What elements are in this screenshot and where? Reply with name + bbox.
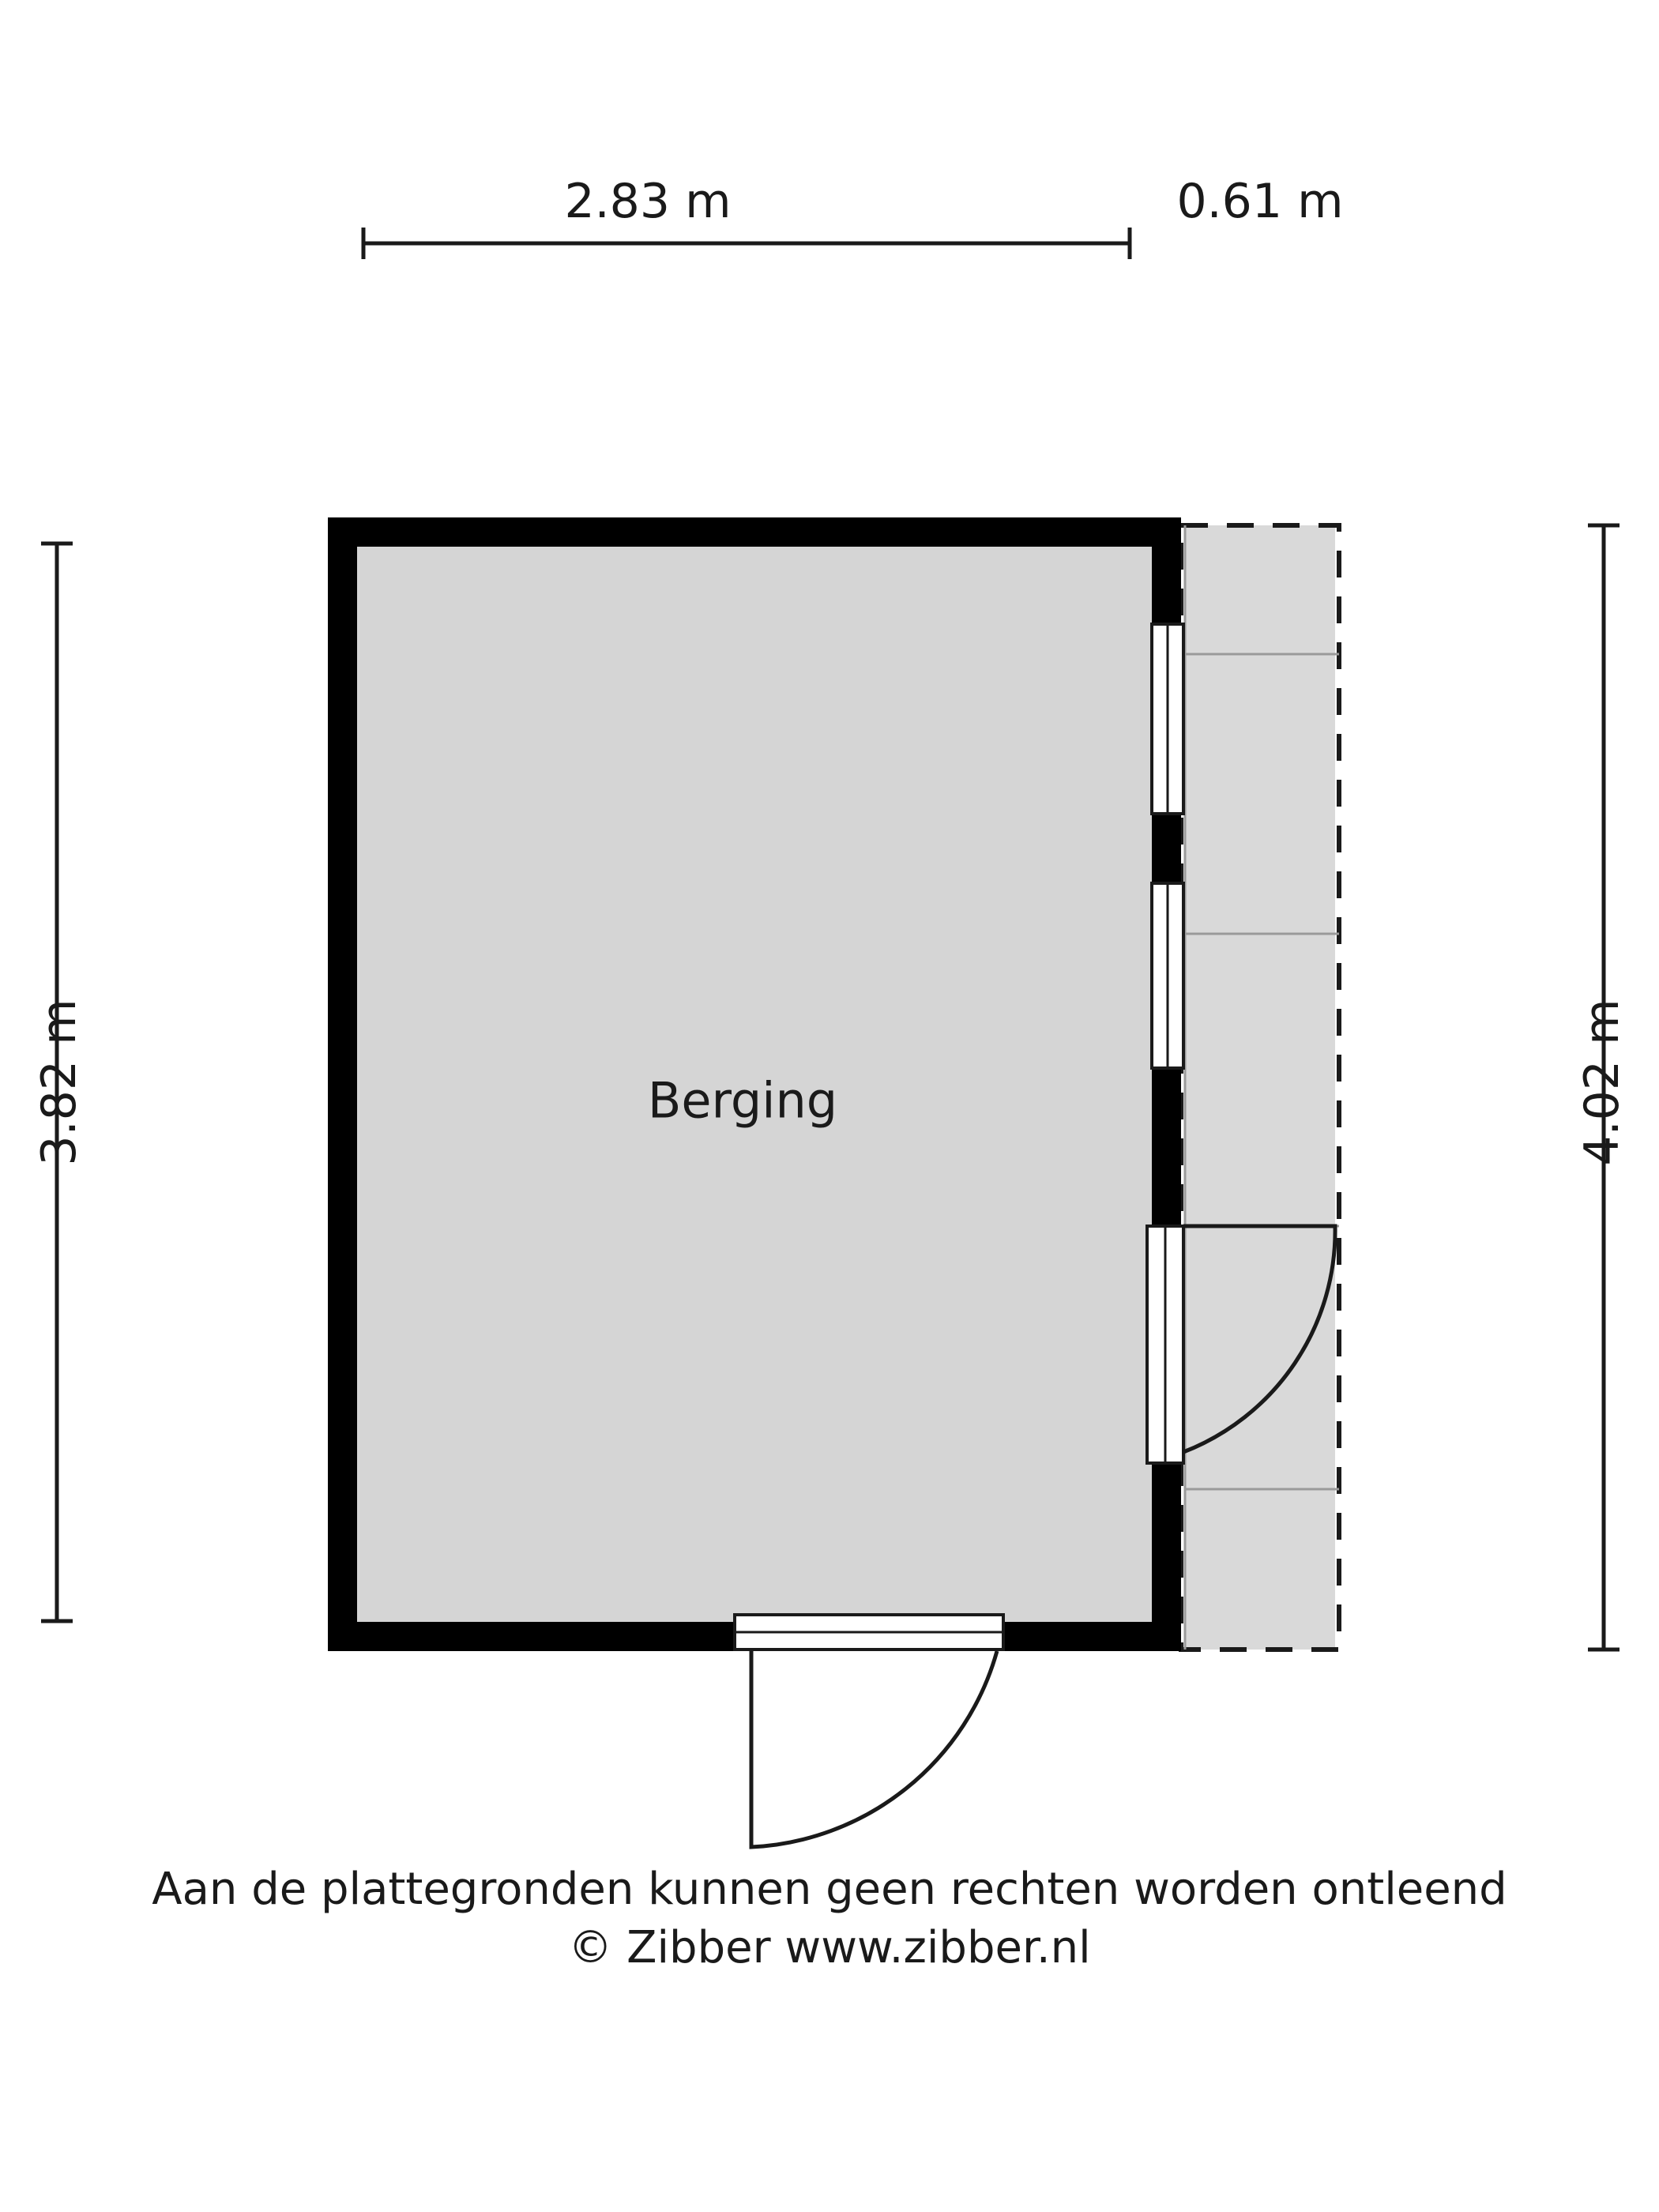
- canopy-area: [1181, 525, 1339, 1650]
- door-bottom: [735, 1615, 1003, 1847]
- dimension-label-left-height: 3.82 m: [32, 999, 87, 1166]
- footer-disclaimer: Aan de plattegronden kunnen geen rechten worden ontleend: [152, 1864, 1507, 1915]
- dimension-label-top-extension: 0.61 m: [1176, 174, 1344, 229]
- footer-copyright: © Zibber www.zibber.nl: [568, 1921, 1091, 1973]
- window-right-middle: [1152, 883, 1183, 1068]
- window-right-upper: [1152, 624, 1183, 814]
- dimension-top-extension: [885, 228, 1130, 259]
- room-label-berging: Berging: [647, 1071, 838, 1130]
- dimension-label-right-height: 4.02 m: [1574, 999, 1630, 1166]
- dimension-label-top-width: 2.83 m: [564, 174, 732, 229]
- footer: [0, 1860, 1659, 1977]
- dimension-top-width: [363, 228, 885, 259]
